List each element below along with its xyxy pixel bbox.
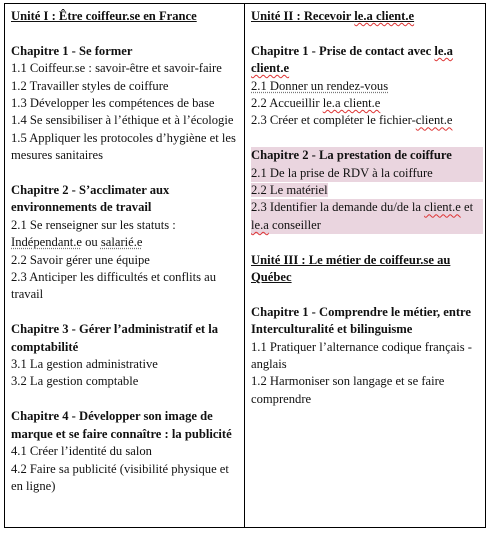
- list-item: 2.1 Donner un rendez-vous: [251, 78, 389, 93]
- chapter-2-title: Chapitre 2 - La prestation de coiffure: [251, 147, 483, 164]
- column-divider: [244, 3, 245, 528]
- list-item: 2.3 Créer et compléter le fichier-client.e: [251, 113, 453, 128]
- list-item: 3.1 La gestion administrative: [11, 357, 158, 372]
- list-item: 2.3 Anticiper les difficultés et conflits au travail: [11, 270, 217, 302]
- left-column: [11, 8, 240, 495]
- list-item: 4.2 Faire sa publicité (visibilité physique et en ligne): [11, 461, 229, 493]
- list-item: 3.2 La gestion comptable: [11, 374, 139, 389]
- right-column: [251, 8, 483, 408]
- list-item: 1.3 Développer les compétences de base: [11, 96, 215, 111]
- list-item: 1.1 Coiffeur.se : savoir-être et savoir-faire: [11, 61, 222, 76]
- chapter-1-title: Chapitre 1 - Prise de contact avec le.a client.e: [251, 43, 453, 76]
- list-item: 2.2 Accueillir le.a client.e: [251, 96, 381, 111]
- list-item: 1.1 Pratiquer l’alternance codique français - anglais: [251, 339, 472, 372]
- list-item: 4.1 Créer l’identité du salon: [11, 444, 152, 459]
- unit-2-title: Unité II : Recevoir le.a client.e: [251, 9, 415, 23]
- list-item: 2.3 Identifier la demande du/de la client.e et le.a conseiller: [251, 199, 483, 234]
- chapter-2-title: Chapitre 2 - S’acclimater aux environnements de travail: [11, 183, 170, 215]
- list-item: 2.2 Savoir gérer une équipe: [11, 252, 150, 267]
- chapter-3-title: Chapitre 3 - Gérer l’administratif et la comptabilité: [11, 322, 219, 354]
- list-item: 1.2 Travailler styles de coiffure: [11, 78, 169, 93]
- list-item: 1.4 Se sensibiliser à l’éthique et à l’écologie: [11, 113, 234, 128]
- list-item: 2.1 Se renseigner sur les statuts : Indépendant.e ou salarié.e: [11, 217, 176, 250]
- chapter-4-title: Chapitre 4 - Développer son image de marque et se faire connaître : la publicité: [11, 409, 232, 441]
- list-item: 2.2 Le matériel: [251, 183, 328, 198]
- list-item: 1.5 Appliquer les protocoles d’hygiène et les mesures sanitaires: [11, 130, 236, 163]
- list-item: 2.1 De la prise de RDV à la coiffure: [251, 165, 483, 182]
- list-item: 1.2 Harmoniser son langage et se faire comprendre: [251, 374, 445, 406]
- chapter-1-title: Chapitre 1 - Comprendre le métier, entre Interculturalité et bilinguisme: [251, 304, 471, 337]
- unit-3-title: Unité III : Le métier de coiffeur.se au Québec: [251, 252, 451, 285]
- unit-1-title: Unité I : Être coiffeur.se en France: [11, 9, 197, 23]
- chapter-1-title: Chapitre 1 - Se former: [11, 43, 133, 58]
